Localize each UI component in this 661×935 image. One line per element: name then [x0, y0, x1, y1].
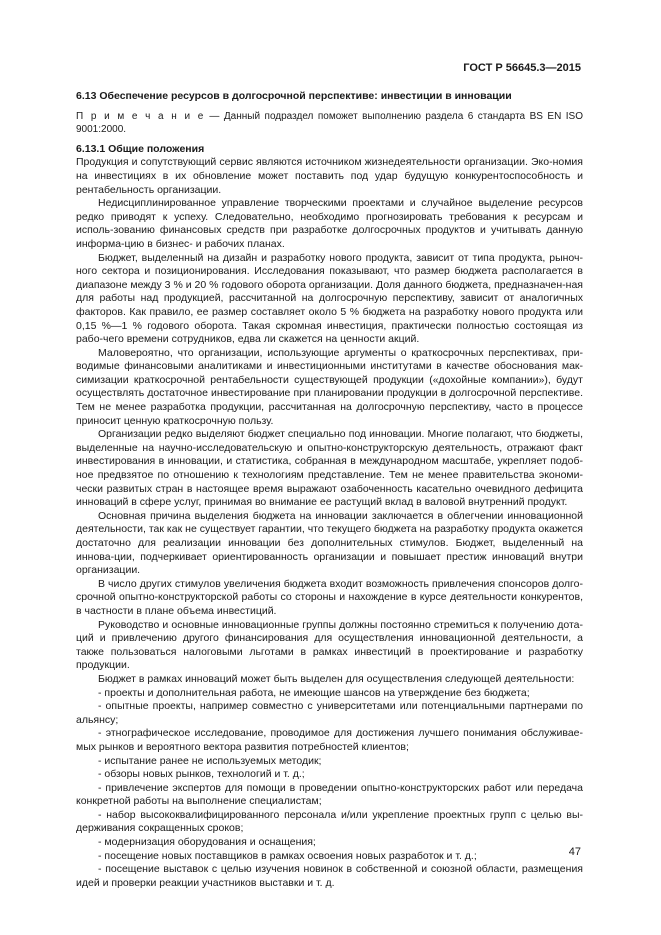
paragraph: Руководство и основные инновационные группы должны постоянно стремиться к получению дота-ций и привлечению другого финансирования для осуществления инновационной деятельности, а также пользоваться налоговыми льготами в рамках инвестиций в проектирование и разработку продукции. [76, 618, 583, 672]
list-item: - проекты и дополнительная работа, не имеющие шансов на утверждение без бюджета; [98, 686, 530, 699]
list-item: - испытание ранее не используемых методик; [98, 754, 322, 767]
list-item: - модернизация оборудования и оснащения; [98, 836, 316, 849]
list-item: - обзоры новых рынков, технологий и т. д.; [98, 768, 305, 781]
document-body [76, 90, 583, 890]
paragraph: Недисциплинированное управление творческими проектами и случайное выделение ресурсов редко приводят к успеху. Следовательно, необходимо прогнозировать требования к ресурсам и исполь-зованию финансовых средств при разработке долгосрочных продуктов и учитывать данную информа-цию в бизнес- и рабочих планах. [76, 197, 583, 250]
activity-list [76, 687, 583, 891]
standard-header: ГОСТ Р 56645.3—2015 [463, 62, 581, 74]
subsection-title: 6.13.1 Общие положения [76, 142, 205, 155]
list-item: - привлечение экспертов для помощи в проведении опытно-конструкторских работ или передача конкретной работы на выполнение специалистам; [76, 781, 583, 808]
note-text: — Данный подраздел поможет выполнению раздела 6 стандарта BS EN ISO 9001:2000. [76, 110, 583, 136]
paragraph: Основная причина выделения бюджета на инновации заключается в облегчении инновационной деятельности, так как не существует гарантии, что текущего бюджета на разработку продукта окажется достаточно для реализации инновации без дополнительных стимулов. Бюджет, выделенный на иннова-ции, подчеркивает ориентированность организации и повышает престиж инноваций внутри организации. [76, 509, 583, 577]
paragraph: В число других стимулов увеличения бюджета входит возможность привлечения спонсоров долго-срочной опытно-конструкторской работы со стороны и нахождение в курсе деятельности конкурентов, в частности в плане объема инвестиций. [76, 577, 583, 617]
note-label: П р и м е ч а н и е [76, 110, 205, 122]
section-title: 6.13 Обеспечение ресурсов в долгосрочной перспективе: инвестиции в инновации [76, 90, 512, 102]
paragraph: Организации редко выделяют бюджет специально под инновации. Многие полагают, что бюджеты, выделенные на научно-исследовательскую и опытно-конструкторскую деятельность, отражают факт инвестирования в инновации, и статистика, собранная в международном масштабе, укрепляет подоб-ное предвзятое по отношению к технологиям представление. Тем не менее правительства экономи-чески развитых стран в настоящее время выражают озабоченность касательно очевидного дефицита инноваций в сфере услуг, принимая во внимание ее растущий вклад в валовой внутренний продукт. [76, 428, 583, 509]
list-item: - набор высококвалифицированного персонала и/или укрепление проектных групп с целью вы-держивания сокращенных сроков; [76, 808, 583, 835]
list-item: - этнографическое исследование, проводимое для достижения лучшего понимания обслуживае-мых рынков и вероятного вектора развития потребностей клиентов; [76, 727, 583, 753]
note [76, 110, 583, 137]
paragraph: Бюджет в рамках инноваций может быть выделен для осуществления следующей деятельности: [98, 672, 575, 685]
paragraph: Бюджет, выделенный на дизайн и разработку нового продукта, зависит от типа продукта, рыноч-ного сектора и позиционирования. Исследования показывают, что размер бюджета располагается в диапазоне между 3 % и 20 % годового оборота организации. Доля данного бюджета, предназначен-ная для работы над продукцией, рассчитанной на долгосрочную перспективу, зависит от аналогичных факторов. Как правило, ее размер составляет около 5 % бюджета на разработку нового продукта или 0,15 %—1 % годового оборота. Такая скромная инвестиция, практически полностью состоящая из рабо-чего времени сотрудников, едва ли скажется на ценности акций. [76, 251, 583, 346]
paragraph: Маловероятно, что организации, использующие аргументы о краткосрочных перспективах, при-водимые финансовыми аналитиками и инвестиционными институтами в качестве обоснования мак-симизации краткосрочной рентабельности существующей продукции («дохойные компании»), будут осуществлять достаточное инвестирование при планировании продукции в долгосрочной перспективе. Тем не менее разработка продукции, рассчитанная на долгосрочную перспективу, часто в процессе приносит ценную краткосрочную пользу. [76, 346, 583, 427]
paragraphs [76, 156, 583, 686]
list-item: - посещение выставок с целью изучения новинок в собственной и союзной области, размещения идей и проверки реакции участников выставки и т. д. [76, 863, 583, 889]
list-item: - посещение новых поставщиков в рамках освоения новых разработок и т. д.; [98, 849, 477, 862]
paragraph: Продукция и сопутствующий сервис являются источником жизнедеятельности организации. Эко-номия на инвестициях в их обновление может поставить под удар будущую конкурентоспособность и рентабельность организации. [76, 156, 583, 196]
list-item: - опытные проекты, например совместно с университетами или потенциальными партнерами по альянсу; [76, 700, 583, 726]
page-number: 47 [568, 846, 581, 858]
